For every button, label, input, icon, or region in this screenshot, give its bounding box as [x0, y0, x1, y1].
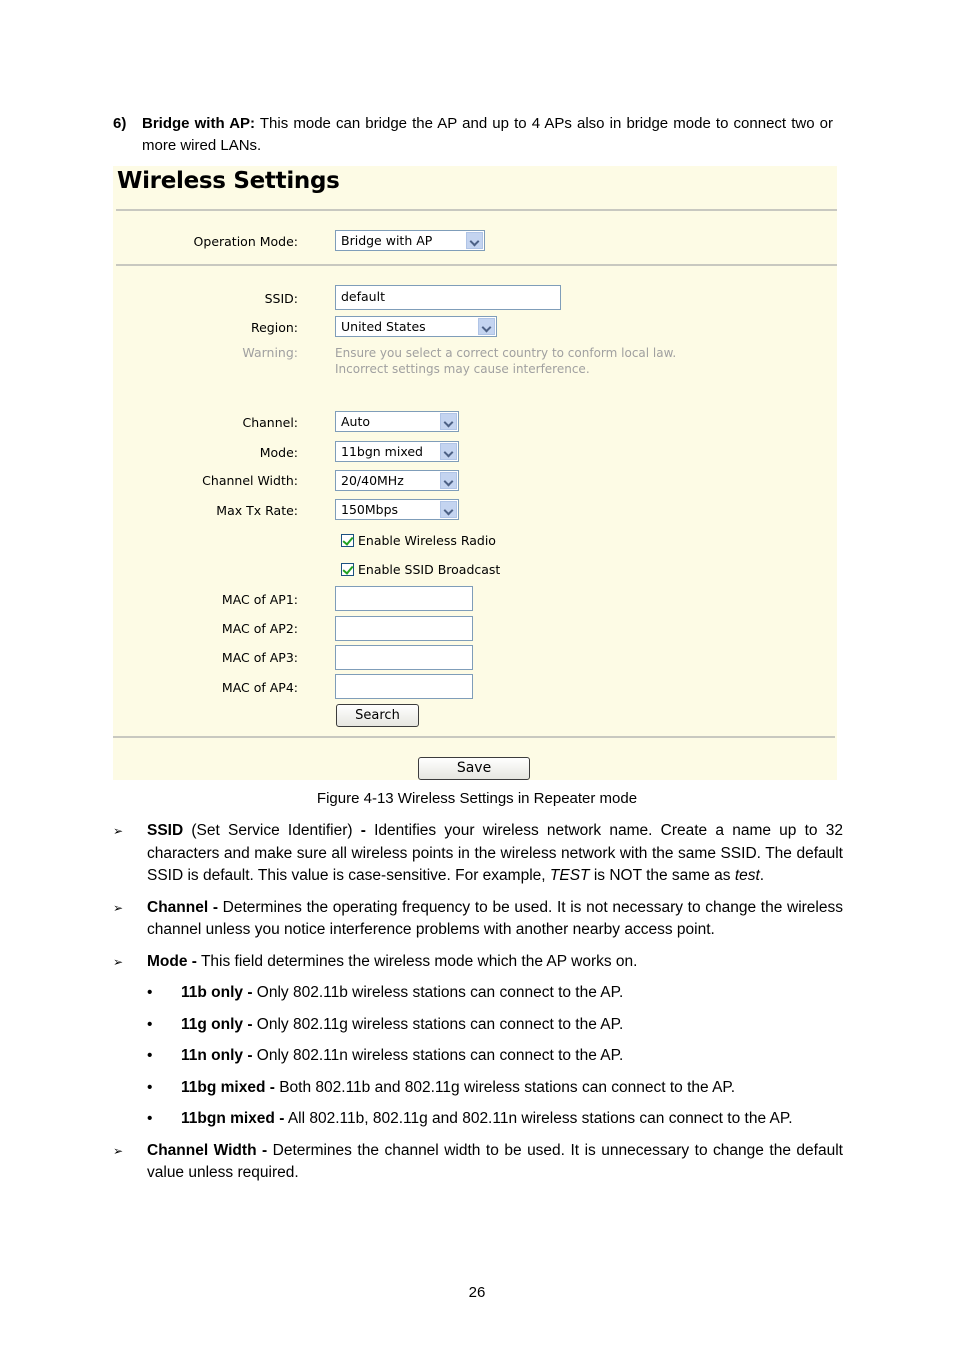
mac-ap1-label: MAC of AP1: [221, 592, 298, 607]
mac-ap3-label: MAC of AP3: [221, 650, 298, 665]
list-item: ➢ Mode - This field determines the wireless mode which the AP works on. [113, 951, 843, 974]
divider [113, 736, 835, 738]
list-item: • 11g only - Only 802.11g wireless stations can connect to the AP. [113, 1014, 843, 1037]
arrow-bullet-icon: ➢ [113, 900, 124, 915]
warning-text: Ensure you select a correct country to conform local law. Incorrect settings may cause interference. [335, 346, 677, 376]
operation-mode-select[interactable]: Bridge with AP [335, 230, 485, 251]
mac-ap4-input[interactable] [335, 674, 473, 699]
chevron-down-icon [478, 318, 495, 335]
mac-ap3-input[interactable] [335, 645, 473, 670]
enable-wireless-radio-row[interactable]: Enable Wireless Radio [341, 533, 496, 548]
description-list [113, 820, 843, 1194]
dot-bullet-icon: • [147, 1110, 153, 1127]
list-item: • 11bg mixed - Both 802.11b and 802.11g wireless stations can connect to the AP. [113, 1077, 843, 1100]
figure-caption: Figure 4-13 Wireless Settings in Repeater mode [316, 790, 638, 807]
intro-title: Bridge with AP: [142, 115, 256, 132]
panel-title: Wireless Settings [117, 168, 340, 194]
list-item: ➢ Channel Width - Determines the channel width to be used. It is unnecessary to change the default value unless required. [113, 1141, 843, 1181]
max-tx-rate-select[interactable]: 150Mbps [335, 499, 459, 520]
chevron-down-icon [440, 443, 457, 460]
enable-wireless-radio-checkbox[interactable] [341, 534, 354, 547]
channel-label: Channel: [242, 415, 298, 430]
ssid-label: SSID: [264, 291, 298, 306]
wireless-settings-panel [113, 166, 837, 780]
mode-label: Mode: [259, 445, 298, 460]
chevron-down-icon [440, 501, 457, 518]
dot-bullet-icon: • [147, 1078, 153, 1096]
page-number: 26 [468, 1284, 486, 1301]
region-select[interactable]: United States [335, 316, 497, 337]
dot-bullet-icon: • [147, 1015, 153, 1033]
search-button[interactable]: Search [336, 704, 419, 727]
list-item: • 11bgn mixed - All 802.11b, 802.11g and 802.11n wireless stations can connect to the AP. [113, 1108, 843, 1131]
mac-ap2-label: MAC of AP2: [221, 621, 298, 636]
list-item: • 11n only - Only 802.11n wireless stations can connect to the AP. [113, 1045, 843, 1068]
chevron-down-icon [466, 232, 483, 249]
list-item: • 11b only - Only 802.11b wireless stations can connect to the AP. [113, 982, 843, 1005]
intro-paragraph [113, 113, 833, 157]
dot-bullet-icon: • [147, 984, 153, 1001]
channel-width-select[interactable]: 20/40MHz [335, 470, 459, 491]
arrow-bullet-icon: ➢ [113, 1143, 124, 1158]
mac-ap1-input[interactable] [335, 586, 473, 611]
arrow-bullet-icon: ➢ [113, 824, 124, 838]
list-item: ➢ Channel - Determines the operating frequency to be used. It is not necessary to change the wireless channel unless you notice interference problems with another nearby access point. [113, 898, 843, 938]
list-number: 6) [113, 115, 127, 132]
mode-select[interactable]: 11bgn mixed [335, 441, 459, 462]
region-label: Region: [250, 320, 298, 335]
mac-ap4-label: MAC of AP4: [221, 680, 298, 695]
warning-label: Warning: [242, 345, 298, 360]
ssid-input[interactable]: default [335, 285, 561, 310]
arrow-bullet-icon: ➢ [113, 954, 124, 969]
chevron-down-icon [440, 472, 457, 489]
max-tx-rate-label: Max Tx Rate: [216, 503, 298, 518]
list-item: ➢ SSID (Set Service Identifier) - Identifies your wireless network name. Create a name up to 32 characters and make sure all wireless points in the wireless network with the same SSID. The default SSID is default. This value is case-sensitive. For example, TEST is NOT the same as test. [113, 822, 843, 884]
divider [116, 209, 837, 211]
channel-select[interactable]: Auto [335, 411, 459, 432]
channel-width-label: Channel Width: [202, 473, 298, 488]
divider [116, 264, 837, 266]
operation-mode-label: Operation Mode: [193, 234, 298, 249]
save-button[interactable]: Save [418, 757, 530, 780]
mac-ap2-input[interactable] [335, 616, 473, 641]
enable-ssid-broadcast-checkbox[interactable] [341, 563, 354, 576]
dot-bullet-icon: • [147, 1047, 153, 1064]
chevron-down-icon [440, 413, 457, 430]
enable-ssid-broadcast-row[interactable]: Enable SSID Broadcast [341, 562, 500, 577]
intro-text: This mode can bridge the AP and up to 4 APs also in bridge mode to connect two or more wired LANs. [142, 115, 834, 154]
